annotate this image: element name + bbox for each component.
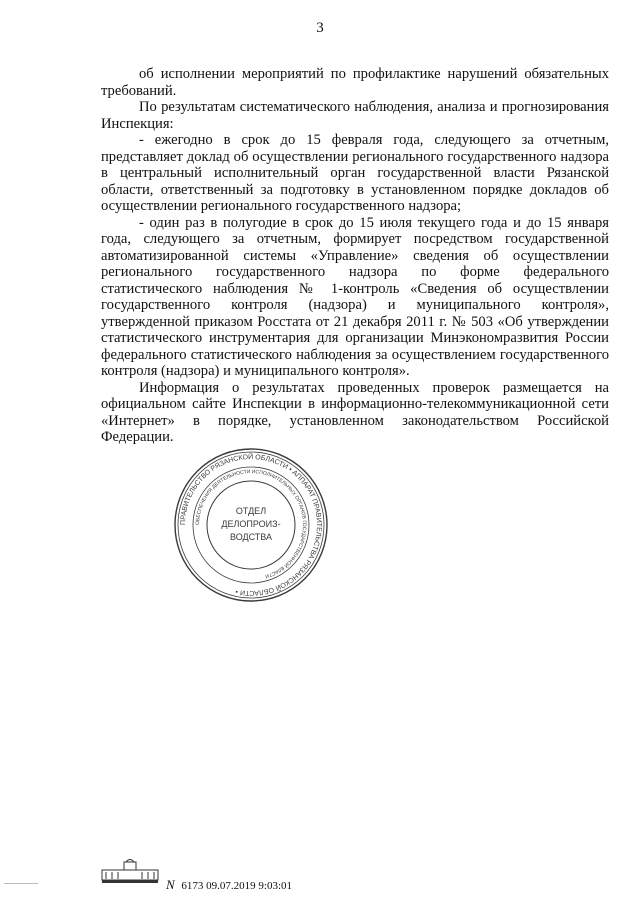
document-body (101, 66, 609, 446)
seal-line-3: ВОДСТВА (229, 532, 273, 542)
paragraph: об исполнении мероприятий по профилактике нарушений обязательных требований. (101, 66, 609, 99)
building-emblem-icon (100, 856, 160, 884)
seal-line-1: ОТДЕЛ (235, 506, 267, 516)
number-mark: N (166, 877, 175, 892)
paragraph: - один раз в полугодие в срок до 15 июля текущего года и до 15 января года, следующего за отчетным, формирует посредством государственной автоматизированной системы «Управление» сведения об осуществлении регионального государственного надзора по форме федерального статистического наблюдения № 1-контроль «Сведения об осуществлении государственного контроля (надзора) и муниципального контроля», утвержденной приказом Росстата от 21 декабря 2011 г. № 503 «Об утверждении статистического инструментария для организации Минэкономразвития России федерального статистического наблюдения за осуществлением государственного контроля (надзора) и муниципального контроля». (101, 214, 609, 379)
registration-number: 6173 09.07.2019 9:03:01 (181, 880, 293, 892)
registration-stamp (166, 877, 292, 893)
margin-line (4, 883, 38, 884)
seal-line-2: ДЕЛОПРОИЗ- (221, 519, 281, 529)
paragraph: - ежегодно в срок до 15 февраля года, следующего за отчетным, представляет доклад об осуществлении регионального государственного надзора в центральный исполнительный орган государственной власти Рязанской области, ответственный за подготовку в установленном порядке докладов об осуществлении регионального государственного надзора; (101, 132, 609, 214)
seal-inner-text: ОБЕСПЕЧЕНИЯ ДЕЯТЕЛЬНОСТИ ИСПОЛНИТЕЛЬНЫХ ОРГАНОВ ГОСУДАРСТВЕННОЙ ВЛАСТИ (194, 468, 308, 579)
official-seal (172, 446, 330, 604)
paragraph: Информация о результатах проведенных проверок размещается на официальном сайте Инспекции в информационно-телекоммуникационной сети «Интернет» в порядке, установленном законодательством Российской Федерации. (101, 379, 609, 445)
paragraph: По результатам систематического наблюдения, анализа и прогнозирования Инспекция: (101, 99, 609, 132)
page-number: 3 (316, 20, 324, 36)
seal-outer-text: ПРАВИТЕЛЬСТВО РЯЗАНСКОЙ ОБЛАСТИ • АППАРАТ ПРАВИТЕЛЬСТВА РЯЗАНСКОЙ ОБЛАСТИ • (179, 453, 323, 597)
